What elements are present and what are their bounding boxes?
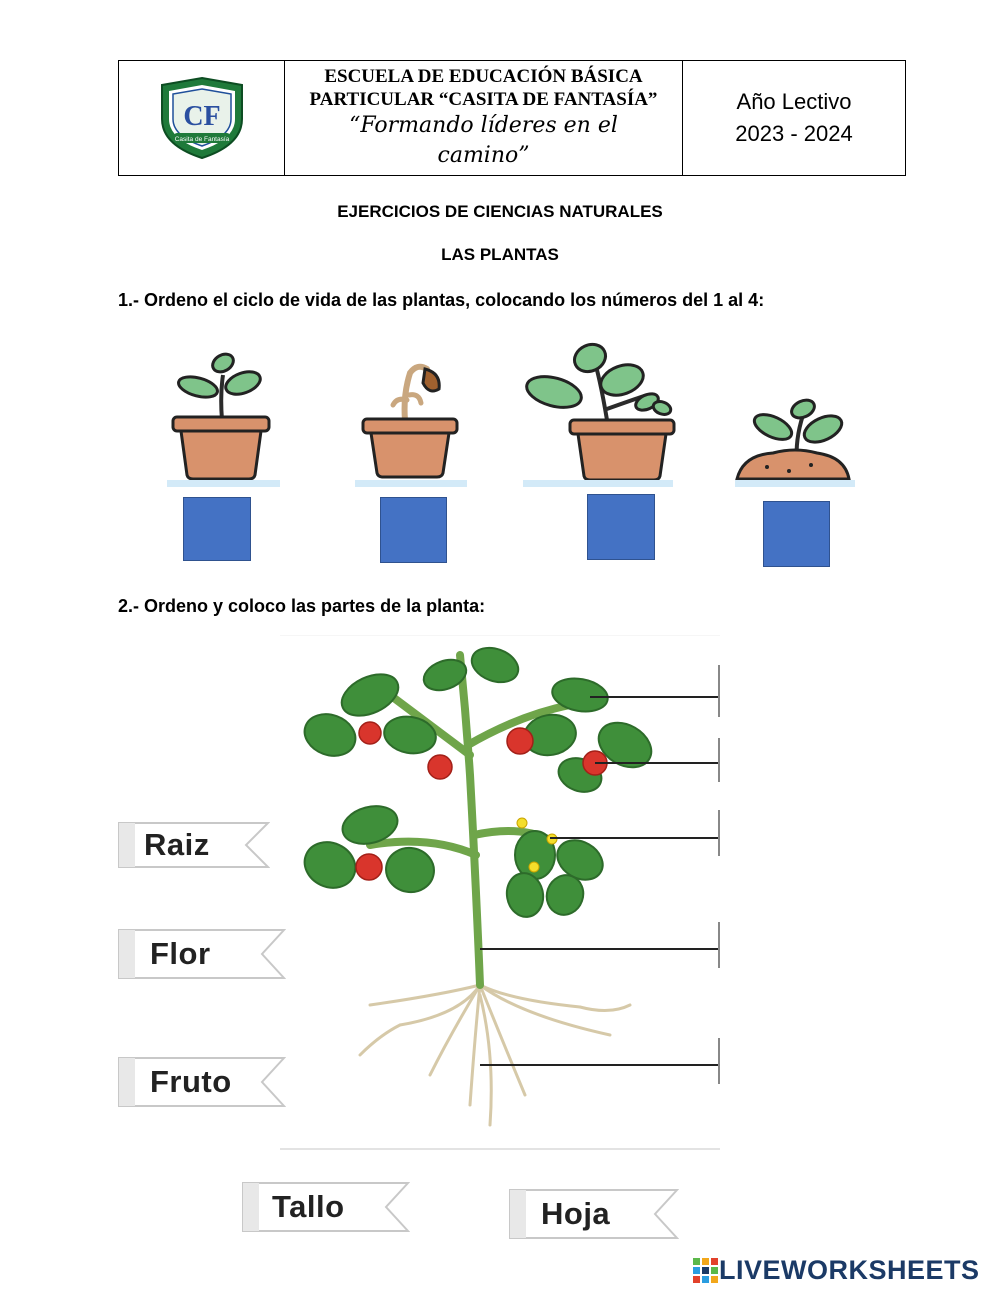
school-name-cell [285,61,683,175]
stage-3-answer-box[interactable] [587,494,655,560]
svg-text:Casita de Fantasía: Casita de Fantasía [174,136,229,143]
label-flor[interactable] [118,928,286,980]
liveworksheets-brand: LIVEWORKSHEETS [719,1254,980,1285]
school-name-line1: ESCUELA DE EDUCACIÓN BÁSICA [324,66,643,87]
stage-1-shelf [167,480,280,487]
svg-text:CF: CF [182,101,221,132]
worksheet-subtitle: LAS PLANTAS [441,245,559,264]
question-1: 1.- Ordeno el ciclo de vida de las plantas, colocando los números del 1 al 4: [118,290,765,310]
liveworksheets-logo [693,1254,980,1286]
school-logo-cell [119,61,285,175]
wilted-plant-icon [355,355,467,485]
potted-seedling-icon [165,345,280,485]
stage-4-answer-box[interactable] [763,501,830,567]
stage-2-answer-box[interactable] [380,497,447,563]
school-motto-line1: “Formando líderes en el [349,113,618,138]
label-fruto[interactable] [118,1056,286,1108]
stage-2-shelf [355,480,467,487]
answer-slot-5[interactable] [718,1038,720,1084]
stage-1-answer-box[interactable] [183,497,251,561]
label-text-fruto: Fruto [150,1064,232,1099]
label-text-hoja: Hoja [541,1196,611,1231]
stage-3-shelf [523,480,673,487]
school-name-line2: PARTICULAR “CASITA DE FANTASÍA” [309,89,658,110]
answer-slot-1[interactable] [718,665,720,717]
label-text-raiz: Raiz [144,827,210,862]
label-raiz[interactable] [118,821,270,869]
sprout-in-soil-icon [733,395,855,485]
header-table [118,60,906,176]
label-text-tallo: Tallo [272,1189,345,1224]
worksheet-title: EJERCICIOS DE CIENCIAS NATURALES [337,202,663,221]
tomato-plant-icon [280,635,720,1150]
answer-slot-4[interactable] [718,922,720,968]
label-tallo[interactable] [242,1181,410,1233]
plant-diagram [280,635,720,1150]
label-hoja[interactable] [509,1188,679,1240]
grown-plant-icon [522,340,677,485]
stage-4-shelf [735,480,855,487]
label-text-flor: Flor [150,936,211,971]
year-value: 2023 - 2024 [735,121,853,146]
year-label: Año Lectivo [736,89,852,114]
school-year-cell [683,61,905,175]
liveworksheets-blocks-icon [693,1257,719,1283]
answer-slot-3[interactable] [718,810,720,856]
school-motto-line2: camino” [437,143,530,168]
question-2: 2.- Ordeno y coloco las partes de la planta: [118,596,486,616]
answer-slot-2[interactable] [718,738,720,782]
school-logo-icon [156,75,248,161]
